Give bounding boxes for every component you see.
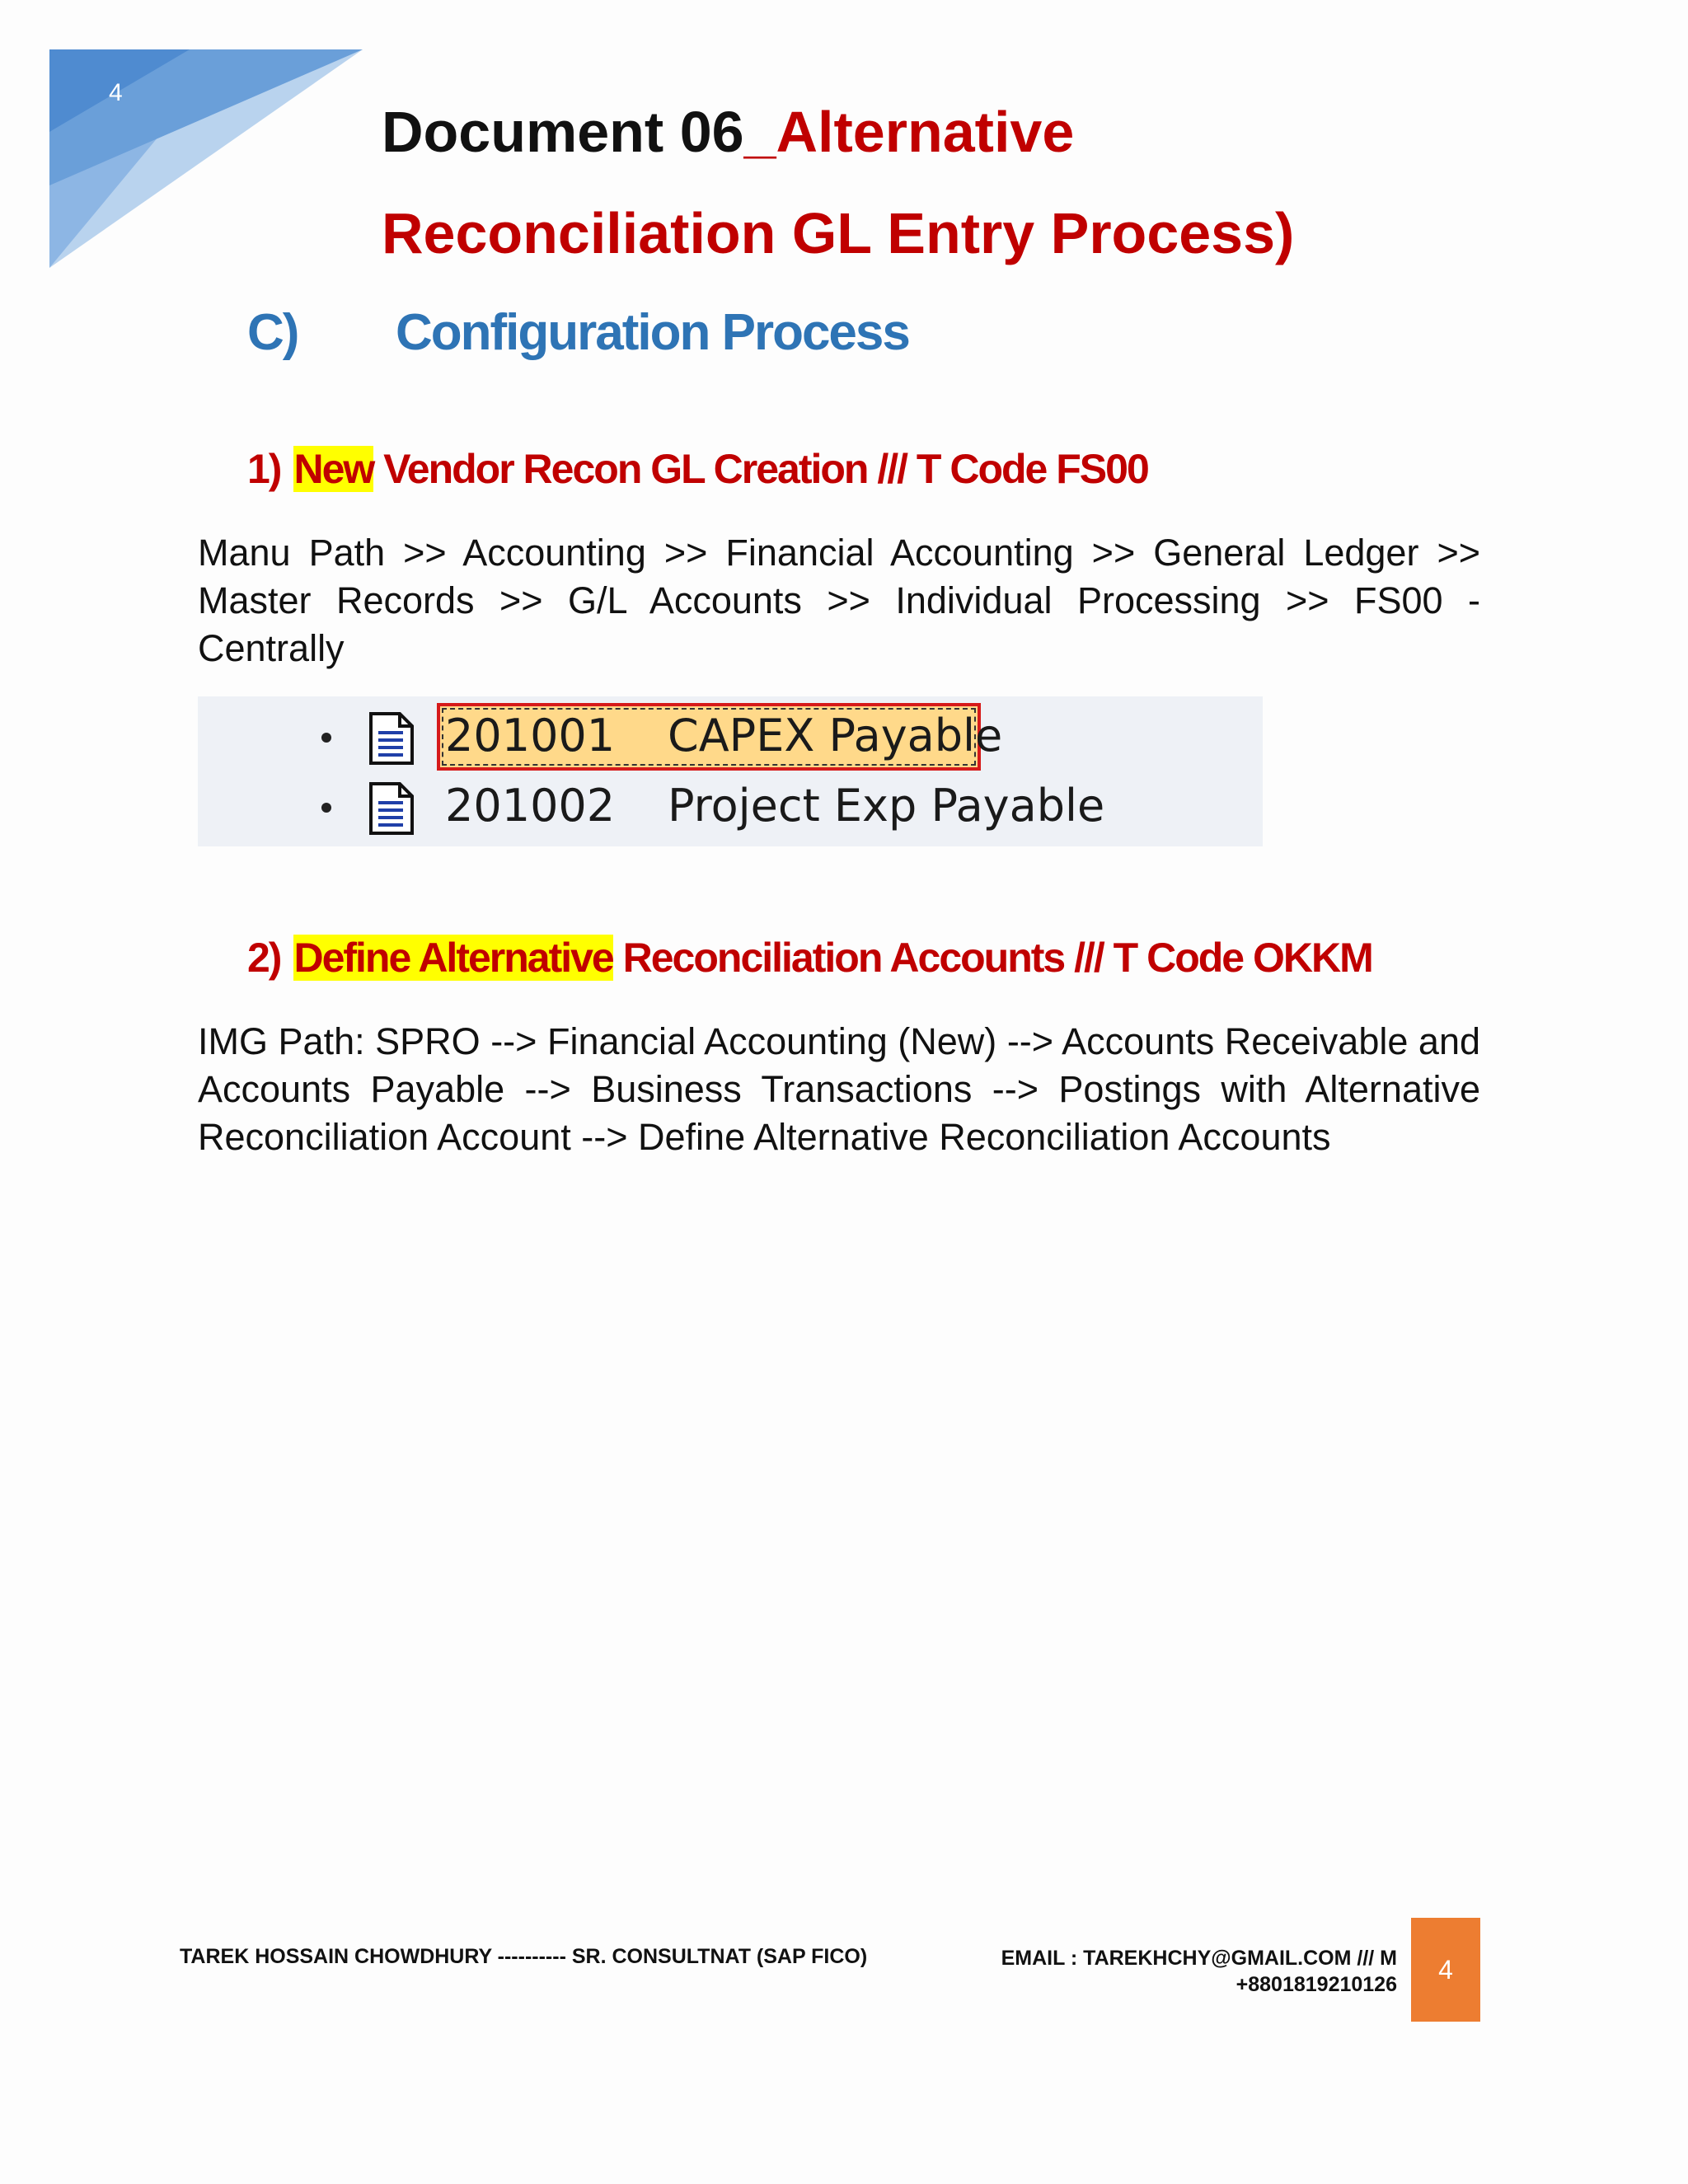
- gl-account-number: 201001: [445, 710, 616, 762]
- step-1-menu-path: Manu Path >> Accounting >> Financial Accounting >> General Ledger >> Master Records >> G/L Accounts >> Individual Processing >> FS00 - Centrally: [198, 532, 1480, 669]
- step-2-highlight: Define Alternative: [293, 935, 613, 981]
- gl-account-row[interactable]: [198, 773, 1263, 841]
- gl-account-name: Project Exp Payable: [668, 780, 1105, 832]
- step-1-number: 1): [247, 446, 281, 492]
- step-1-title: Vendor Recon GL Creation /// T Code FS00: [373, 446, 1148, 492]
- section-letter: C): [247, 304, 298, 361]
- document-title-line-1: [382, 100, 1552, 164]
- section-label: Configuration Process: [396, 304, 909, 361]
- step-2-number: 2): [247, 935, 281, 981]
- step-2-title: Reconciliation Accounts /// T Code OKKM: [612, 935, 1372, 981]
- bullet-icon: [321, 733, 331, 743]
- step-2-heading: [247, 934, 1372, 982]
- title-document-number: Document 06: [382, 100, 744, 164]
- footer-email: EMAIL : TAREKHCHY@GMAIL.COM /// M: [1001, 1947, 1397, 1970]
- step-2-img-path: IMG Path: SPRO --> Financial Accounting (New) --> Accounts Receivable and Accounts Payable --> Business Transactions --> Postings with Alternative Reconciliation Account --> Define Alternative Reconciliation Accounts: [198, 1020, 1480, 1158]
- footer-contact: [931, 1945, 1397, 1998]
- title-red-part: _Alternative: [743, 100, 1075, 164]
- corner-page-number: 4: [109, 79, 123, 106]
- footer-page-number: 4: [1411, 1918, 1480, 2022]
- footer-author: TAREK HOSSAIN CHOWDHURY ---------- SR. CONSULTNAT (SAP FICO): [180, 1945, 868, 1968]
- document-icon: [368, 781, 415, 836]
- gl-account-list-screenshot: [198, 696, 1263, 846]
- footer-phone: +8801819210126: [1236, 1973, 1397, 1996]
- step-1-heading: [247, 445, 1148, 493]
- bullet-icon: [321, 803, 331, 813]
- gl-account-row[interactable]: [198, 703, 1263, 771]
- gl-account-number: 201002: [445, 780, 616, 832]
- document-title-line-2: Reconciliation GL Entry Process): [382, 201, 1295, 265]
- corner-decoration: [0, 0, 379, 280]
- step-1-highlight: New: [293, 446, 374, 492]
- gl-account-name: CAPEX Payable: [668, 710, 1003, 762]
- section-heading: [247, 303, 909, 362]
- document-icon: [368, 711, 415, 766]
